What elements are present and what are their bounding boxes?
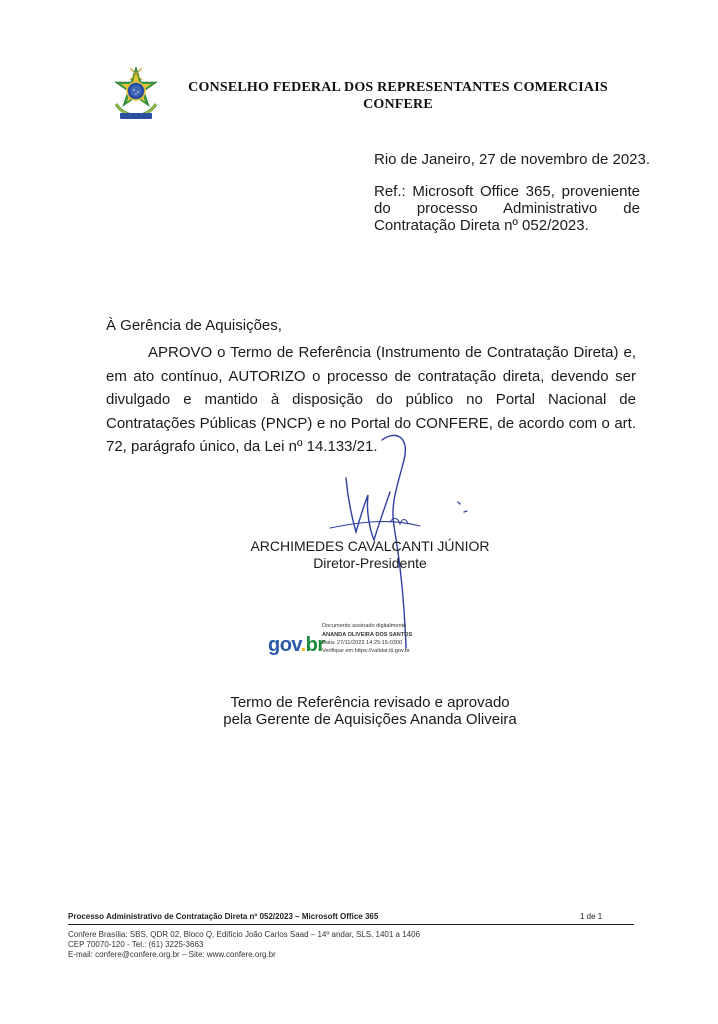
letter-body-paragraph: APROVO o Termo de Referência (Instrumento de Contratação Direta) e, em ato contínuo, AUTORIZO o processo de contratação direta, devendo ser divulgado e mantido à disposição do público no Portal Nacional de Contratações Públicas (PNCP) e no Portal do CONFERE, de acordo com o art. 72, parágrafo único, da Lei nº 14.133/21.: [106, 344, 636, 455]
footer-email-site: E-mail: confere@confere.org.br – Site: www.confere.org.br: [68, 950, 276, 959]
govbr-signature-date: Data: 27/11/2023 14:25:15-0300: [322, 640, 403, 646]
letter-reference: Ref.: Microsoft Office 365, proveniente do processo Administrativo de Contratação Direta nº 052/2023.: [374, 183, 640, 234]
signatory-role: Diretor-Presidente: [313, 555, 427, 571]
letter-greeting: À Gerência de Aquisições,: [106, 317, 282, 334]
footer-address: Confere Brasília: SBS, QDR 02, Bloco Q, Edifício João Carlos Saad – 14º andar, SLS. 1401 a 1406: [68, 930, 421, 939]
organization-name: CONSELHO FEDERAL DOS REPRESENTANTES COMERCIAIS: [188, 80, 608, 95]
review-note: [200, 694, 540, 728]
govbr-signed-notice: Documento assinado digitalmente: [322, 623, 407, 629]
organization-abbreviation: CONFERE: [363, 97, 433, 112]
govbr-logo: [268, 634, 325, 657]
footer-page-number: 1 de 1: [580, 912, 603, 921]
footer-divider: [68, 924, 634, 925]
review-note-line1: Termo de Referência revisado e aprovado: [230, 694, 510, 711]
brazil-coat-of-arms-seal-icon: [108, 64, 164, 122]
review-note-line2: pela Gerente de Aquisições Ananda Oliveira: [223, 711, 517, 728]
govbr-logo-part3: br: [305, 634, 325, 656]
govbr-digital-signature-stamp: [268, 620, 468, 666]
govbr-verify-link: Verifique em https://validar.iti.gov.br: [322, 648, 410, 654]
signatory-name: ARCHIMEDES CAVALCANTI JÚNIOR: [250, 538, 490, 554]
footer-contact: CEP 70070-120 - Tel.: (61) 3225-3663: [68, 940, 204, 949]
govbr-logo-part1: gov: [268, 634, 301, 656]
footer-document-title: Processo Administrativo de Contratação Direta nº 052/2023 – Microsoft Office 365: [68, 912, 379, 921]
govbr-logo-part2: .: [300, 634, 306, 656]
govbr-signer-name: ANANDA OLIVEIRA DOS SANTOS: [322, 632, 413, 638]
letter-date: Rio de Janeiro, 27 de novembro de 2023.: [374, 151, 651, 168]
